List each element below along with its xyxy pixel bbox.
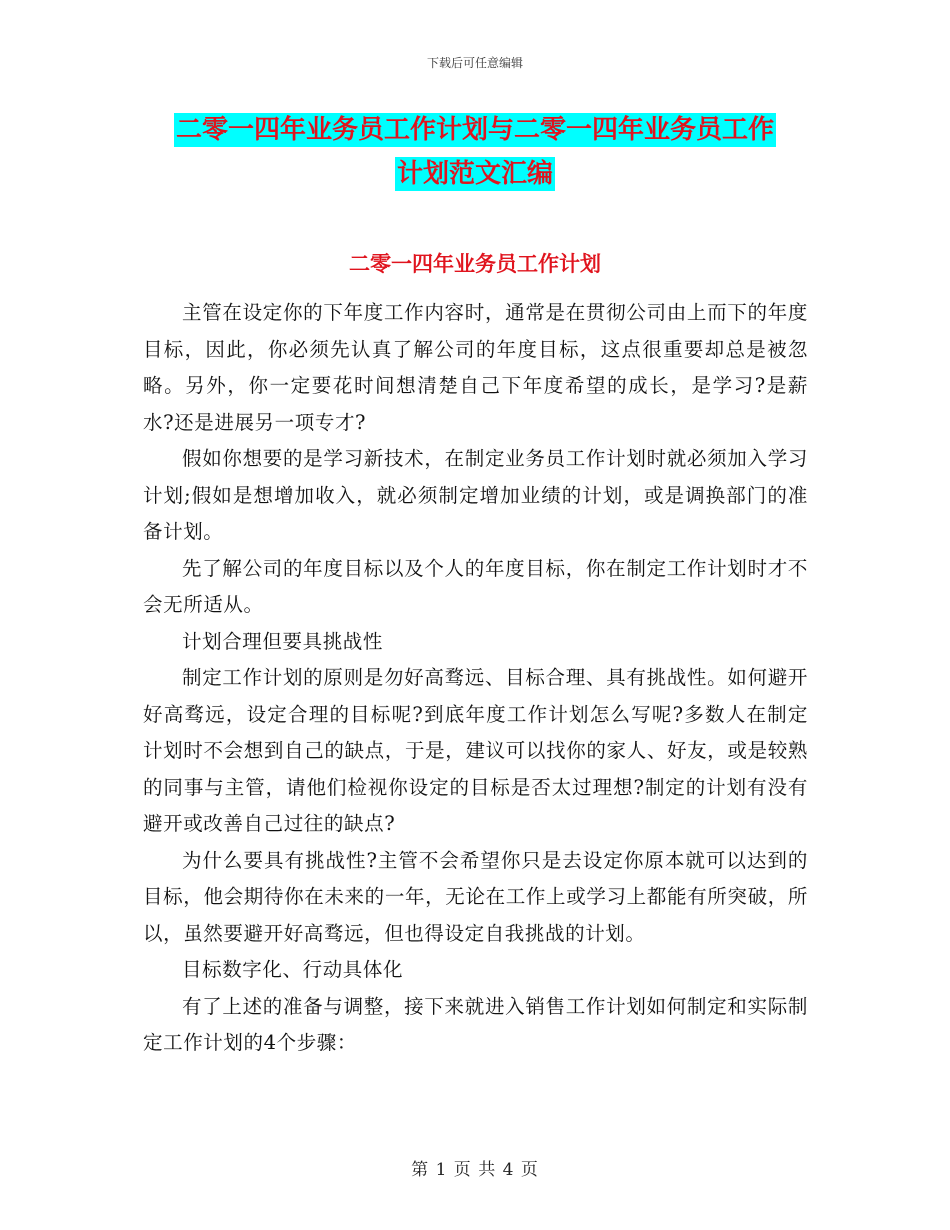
- paragraph: 先了解公司的年度目标以及个人的年度目标，你在制定工作计划时才不会无所适从。: [143, 556, 808, 616]
- page-number: 第 1 页 共 4 页: [411, 1160, 539, 1180]
- document-title-line-1: 二零一四年业务员工作计划与二零一四年业务员工作: [175, 115, 774, 145]
- paragraph: 主管在设定你的下年度工作内容时，通常是在贯彻公司由上而下的年度目标，因此，你必须先认真了解公司的年度目标，这点很重要却总是被忽略。另外，你一定要花时间想清楚自己下年度希望的成长，是学习?是薪水?还是进展另一项专才?: [143, 301, 808, 434]
- paragraph: 有了上述的准备与调整，接下来就进入销售工作计划如何制定和实际制定工作计划的4个步骤：: [143, 994, 808, 1054]
- document-title: [140, 108, 810, 196]
- page-header-note: 下载后可任意编辑: [426, 56, 523, 70]
- document-body: [143, 295, 808, 1062]
- paragraph: 为什么要具有挑战性?主管不会希望你只是去设定你原本就可以达到的目标，他会期待你在未来的一年，无论在工作上或学习上都能有所突破，所以，虽然要避开好高骛远，但也得设定自我挑战的计划。: [143, 848, 808, 945]
- paragraph: 制定工作计划的原则是勿好高骛远、目标合理、具有挑战性。如何避开好高骛远，设定合理的目标呢?到底年度工作计划怎么写呢?多数人在制定计划时不会想到自己的缺点，于是，建议可以找你的家人、好友，或是较熟的同事与主管，请他们检视你设定的目标是否太过理想?制定的计划有没有避开或改善自己过往的缺点?: [143, 666, 808, 835]
- section-heading: 二零一四年业务员工作计划: [349, 252, 601, 276]
- subheading: 目标数字化、行动具体化: [182, 958, 404, 981]
- subheading: 计划合理但要具挑战性: [182, 629, 384, 653]
- paragraph: 假如你想要的是学习新技术，在制定业务员工作计划时就必须加入学习计划;假如是想增加收入，就必须制定增加业绩的计划，或是调换部门的准备计划。: [143, 447, 808, 543]
- document-title-line-2: 计划范文汇编: [396, 159, 553, 189]
